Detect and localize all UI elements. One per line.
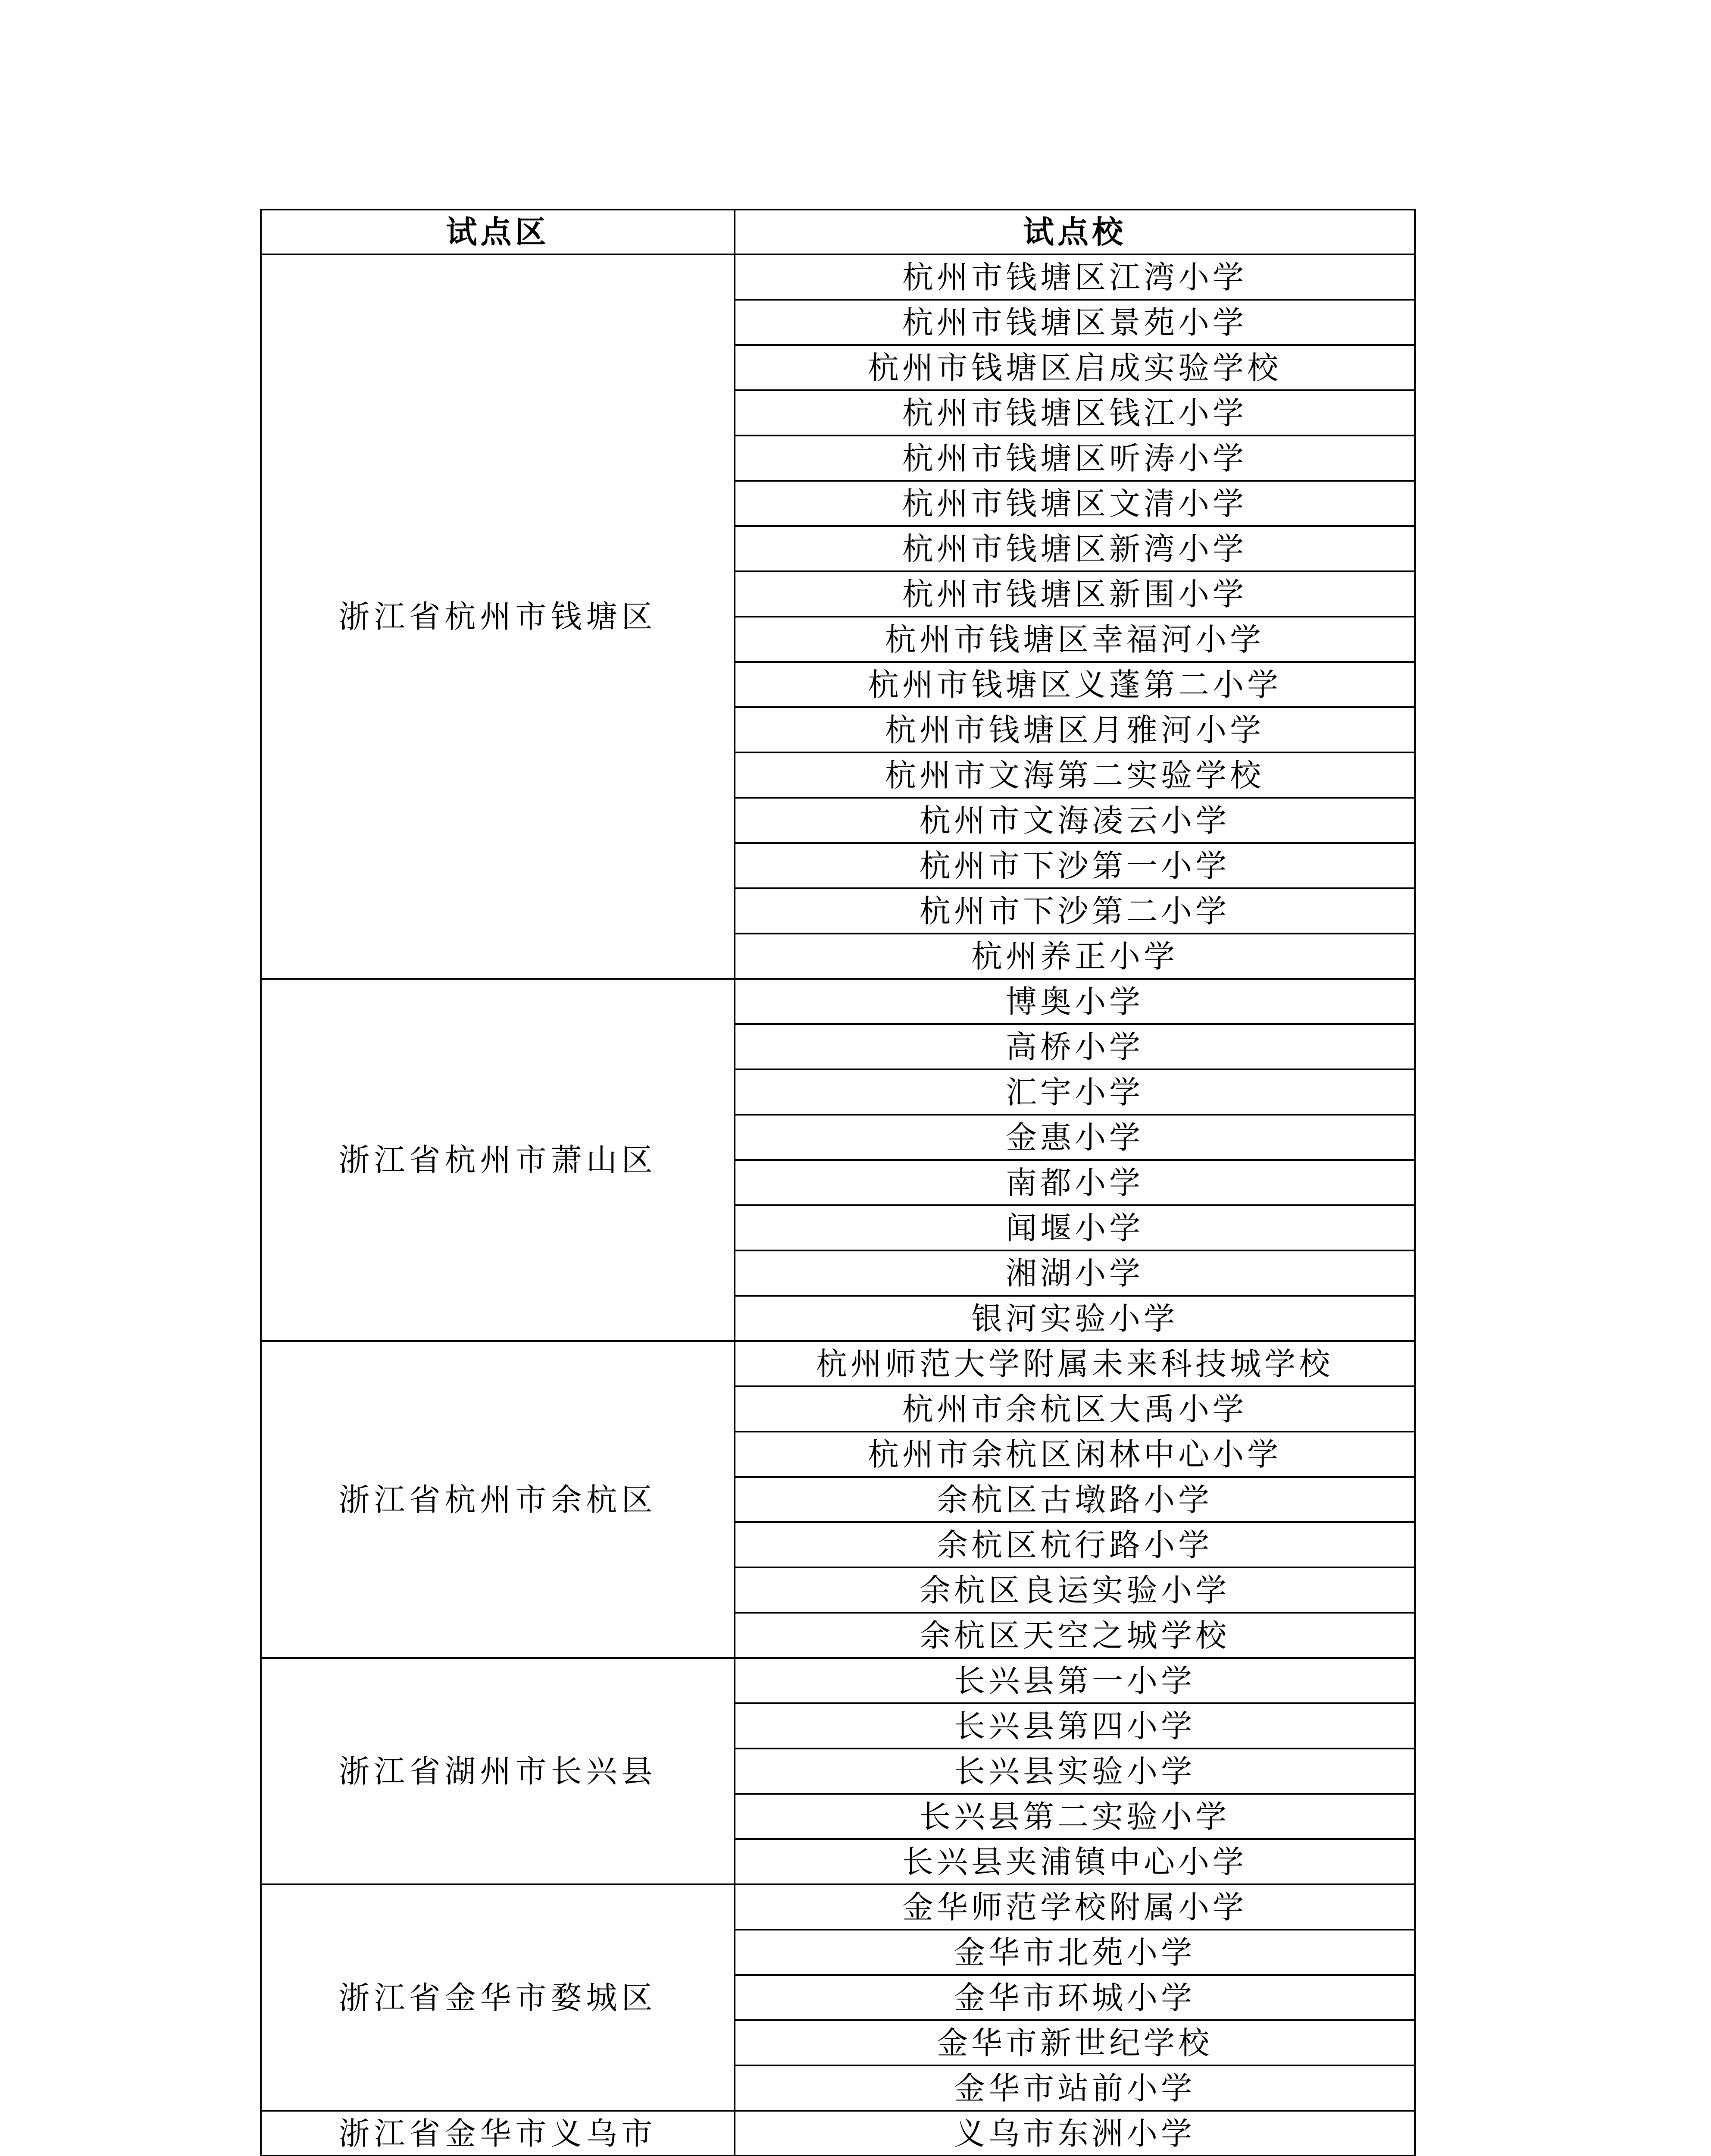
school-cell: 长兴县第一小学 xyxy=(735,1658,1415,1703)
table-row xyxy=(261,2111,1415,2156)
school-cell: 博奥小学 xyxy=(735,979,1415,1024)
school-cell: 长兴县第四小学 xyxy=(735,1703,1415,1749)
school-cell: 长兴县第二实验小学 xyxy=(735,1794,1415,1839)
school-cell: 杭州市钱塘区启成实验学校 xyxy=(735,345,1415,390)
school-cell: 杭州市钱塘区义蓬第二小学 xyxy=(735,662,1415,707)
table-row xyxy=(261,254,1415,300)
school-cell: 杭州市钱塘区新围小学 xyxy=(735,571,1415,617)
table-row xyxy=(261,979,1415,1024)
school-cell: 银河实验小学 xyxy=(735,1296,1415,1341)
header-school: 试点校 xyxy=(735,210,1415,254)
school-cell: 杭州市钱塘区江湾小学 xyxy=(735,254,1415,300)
school-cell: 杭州市钱塘区听涛小学 xyxy=(735,436,1415,481)
school-cell: 闻堰小学 xyxy=(735,1205,1415,1250)
region-cell: 浙江省杭州市余杭区 xyxy=(261,1341,735,1658)
school-cell: 杭州市钱塘区钱江小学 xyxy=(735,390,1415,436)
school-cell: 长兴县实验小学 xyxy=(735,1749,1415,1794)
region-cell: 浙江省金华市义乌市 xyxy=(261,2111,735,2156)
school-cell: 金惠小学 xyxy=(735,1115,1415,1160)
table-row xyxy=(261,1884,1415,1930)
table-header-row xyxy=(261,210,1415,254)
school-cell: 金华市站前小学 xyxy=(735,2065,1415,2111)
school-cell: 杭州市下沙第二小学 xyxy=(735,888,1415,934)
school-cell: 杭州市钱塘区幸福河小学 xyxy=(735,617,1415,662)
pilot-schools-table xyxy=(260,209,1416,2156)
school-cell: 杭州市钱塘区文清小学 xyxy=(735,481,1415,526)
region-cell: 浙江省湖州市长兴县 xyxy=(261,1658,735,1884)
school-cell: 杭州市余杭区大禹小学 xyxy=(735,1386,1415,1432)
school-cell: 义乌市东洲小学 xyxy=(735,2111,1415,2156)
table-body xyxy=(261,254,1415,2156)
school-cell: 杭州市下沙第一小学 xyxy=(735,843,1415,888)
school-cell: 高桥小学 xyxy=(735,1024,1415,1069)
region-cell: 浙江省杭州市萧山区 xyxy=(261,979,735,1341)
school-cell: 余杭区杭行路小学 xyxy=(735,1522,1415,1567)
school-cell: 杭州市文海凌云小学 xyxy=(735,798,1415,843)
school-cell: 南都小学 xyxy=(735,1160,1415,1205)
header-region: 试点区 xyxy=(261,210,735,254)
school-cell: 杭州养正小学 xyxy=(735,934,1415,979)
region-cell: 浙江省金华市婺城区 xyxy=(261,1884,735,2111)
table-row xyxy=(261,1658,1415,1703)
school-cell: 杭州市余杭区闲林中心小学 xyxy=(735,1432,1415,1477)
school-cell: 金华市环城小学 xyxy=(735,1975,1415,2020)
table-row xyxy=(261,1341,1415,1386)
school-cell: 杭州市文海第二实验学校 xyxy=(735,752,1415,798)
school-cell: 余杭区良运实验小学 xyxy=(735,1567,1415,1613)
school-cell: 杭州市钱塘区月雅河小学 xyxy=(735,707,1415,752)
school-cell: 杭州师范大学附属未来科技城学校 xyxy=(735,1341,1415,1386)
school-cell: 金华市新世纪学校 xyxy=(735,2020,1415,2065)
school-cell: 余杭区天空之城学校 xyxy=(735,1613,1415,1658)
school-cell: 金华市北苑小学 xyxy=(735,1930,1415,1975)
school-cell: 余杭区古墩路小学 xyxy=(735,1477,1415,1522)
school-cell: 汇宇小学 xyxy=(735,1069,1415,1115)
school-cell: 长兴县夹浦镇中心小学 xyxy=(735,1839,1415,1884)
school-cell: 杭州市钱塘区景苑小学 xyxy=(735,300,1415,345)
school-cell: 湘湖小学 xyxy=(735,1250,1415,1296)
school-cell: 金华师范学校附属小学 xyxy=(735,1884,1415,1930)
school-cell: 杭州市钱塘区新湾小学 xyxy=(735,526,1415,571)
region-cell: 浙江省杭州市钱塘区 xyxy=(261,254,735,979)
